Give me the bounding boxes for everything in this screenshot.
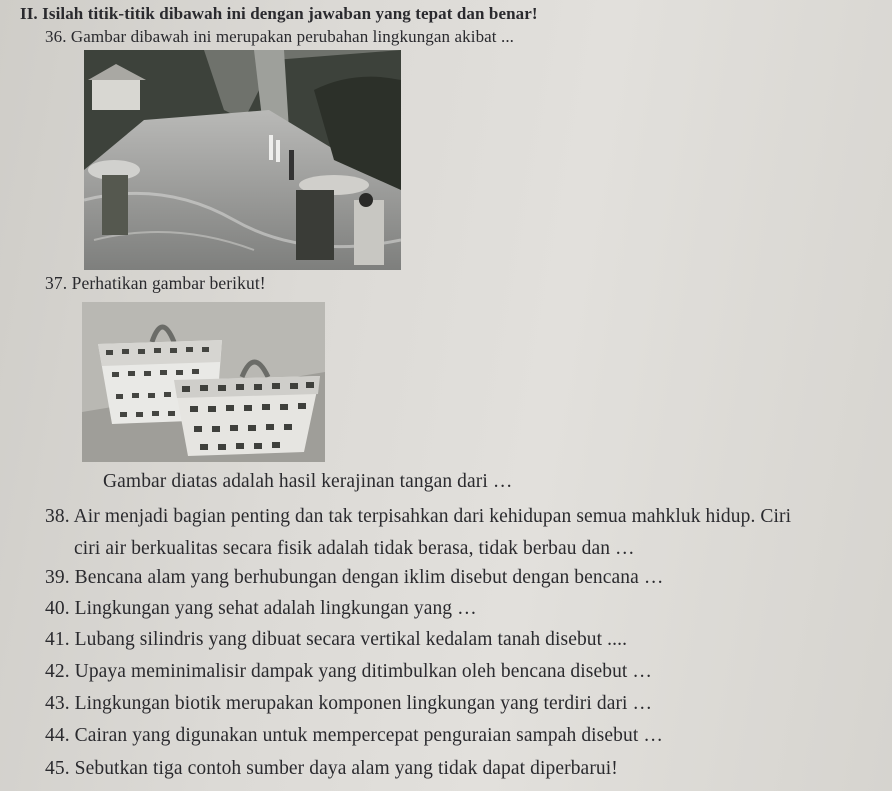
question-44: 44. Cairan yang digunakan untuk mempercepat penguraian sampah disebut … (45, 725, 663, 746)
question-37-caption: Gambar diatas adalah hasil kerajinan tangan dari … (103, 471, 513, 492)
question-37: 37. Perhatikan gambar berikut! (45, 273, 266, 293)
question-42: 42. Upaya meminimalisir dampak yang ditimbulkan oleh bencana disebut … (45, 661, 653, 682)
question-38: 38. Air menjadi bagian penting dan tak terpisahkan dari kehidupan semua mahkluk hidup. Ciri (45, 506, 792, 527)
question-36: 36. Gambar dibawah ini merupakan perubahan lingkungan akibat ... (45, 27, 515, 46)
question-43: 43. Lingkungan biotik merupakan komponen lingkungan yang terdiri dari … (45, 693, 653, 714)
question-38-continuation: ciri air berkualitas secara fisik adalah tidak berasa, tidak berbau dan … (74, 538, 635, 559)
section-heading: II. Isilah titik-titik dibawah ini dengan jawaban yang tepat dan benar! (20, 4, 538, 23)
flood-photo (84, 50, 401, 270)
question-41: 41. Lubang silindris yang dibuat secara vertikal kedalam tanah disebut .... (45, 629, 628, 650)
question-45: 45. Sebutkan tiga contoh sumber daya alam yang tidak dapat diperbarui! (45, 758, 618, 779)
question-39: 39. Bencana alam yang berhubungan dengan iklim disebut dengan bencana … (45, 567, 664, 588)
question-40: 40. Lingkungan yang sehat adalah lingkungan yang … (45, 598, 477, 619)
woven-baskets-photo (82, 302, 325, 462)
